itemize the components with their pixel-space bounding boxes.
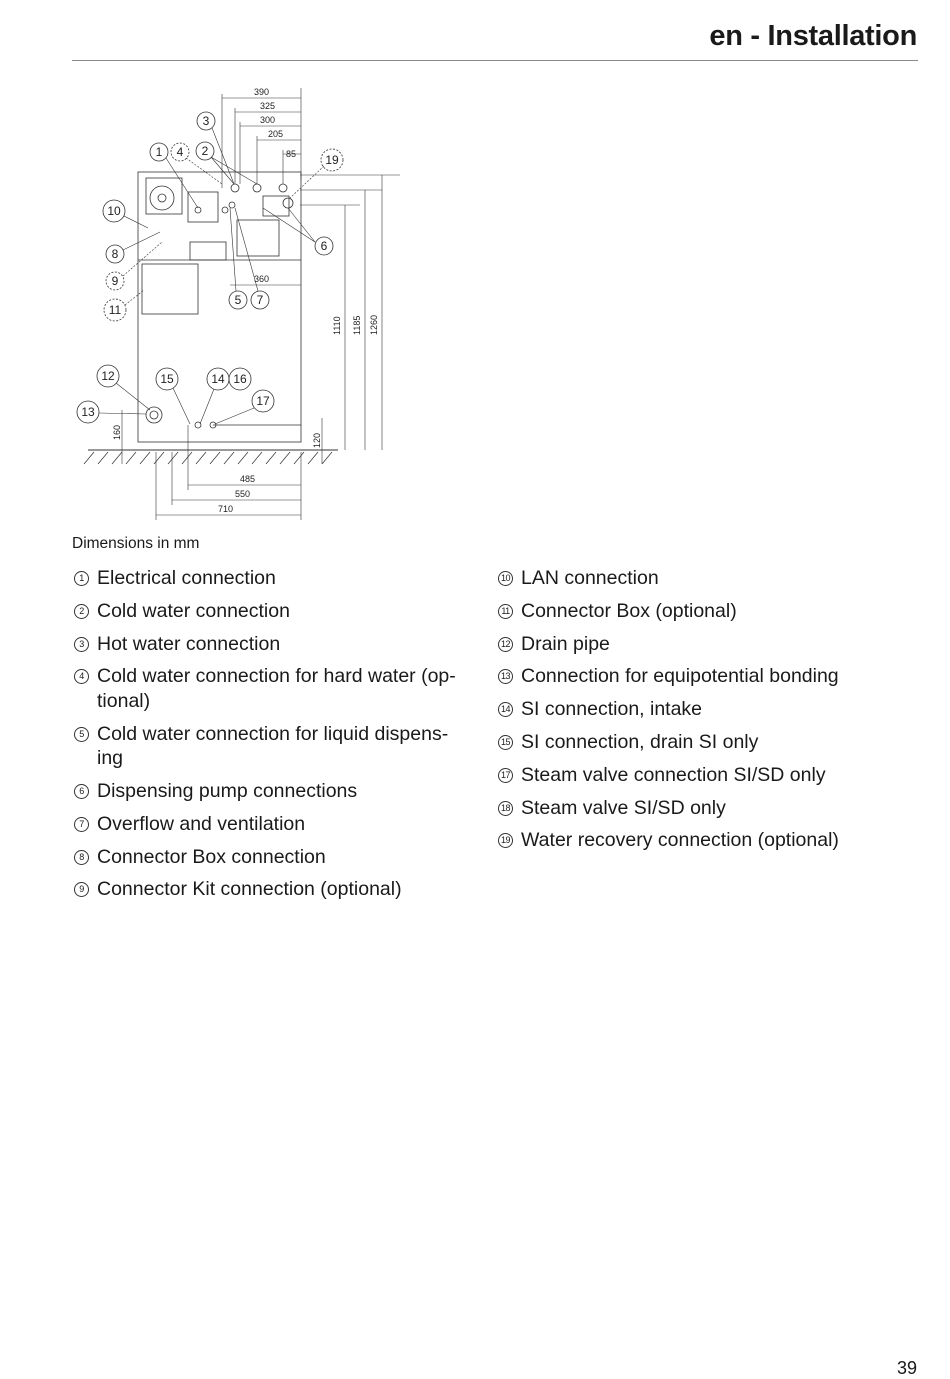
legend-item — [496, 763, 916, 788]
legend-item — [496, 697, 916, 722]
legend-item — [72, 877, 492, 902]
svg-text:1: 1 — [155, 145, 163, 159]
svg-text:8: 8 — [111, 247, 119, 261]
dim-1185: 1185 — [352, 315, 362, 335]
legend-item — [72, 566, 492, 591]
legend-text: Water recovery connection (optional) — [521, 829, 839, 852]
legend-text: SI connection, drain SI only — [521, 730, 759, 753]
legend-item — [496, 664, 916, 689]
callout-12 — [97, 365, 119, 387]
legend-text: Cold water connection — [97, 599, 290, 622]
callout-15 — [156, 368, 178, 390]
legend-item — [496, 599, 916, 624]
svg-text:14: 14 — [211, 372, 225, 386]
page-title: en - Installation — [709, 20, 917, 52]
legend-item — [72, 779, 492, 804]
legend-number: 18 — [498, 801, 513, 816]
svg-text:12: 12 — [101, 369, 115, 383]
callout-6 — [315, 237, 333, 255]
svg-text:3: 3 — [202, 114, 210, 128]
callout-16 — [229, 368, 251, 390]
legend-text: SI connection, intake — [521, 698, 703, 721]
legend-number: 6 — [74, 784, 89, 799]
svg-text:7: 7 — [256, 293, 264, 307]
legend-text: Overflow and ventilation — [97, 812, 306, 835]
svg-text:11: 11 — [108, 303, 122, 317]
legend-number: 4 — [74, 669, 89, 684]
svg-text:2: 2 — [201, 144, 209, 158]
legend-right-column — [496, 566, 916, 861]
legend-text: Connector Kit connection (optional) — [97, 878, 402, 901]
legend-text: Steam valve connection SI/SD only — [521, 763, 826, 786]
dim-205: 205 — [268, 129, 284, 139]
legend-item — [72, 812, 492, 837]
ground-hatching — [84, 452, 332, 464]
legend-number: 1 — [74, 571, 89, 586]
legend-number: 2 — [74, 604, 89, 619]
legend-number: 13 — [498, 669, 513, 684]
dim-485: 485 — [240, 474, 256, 484]
legend-item — [72, 722, 492, 771]
legend-item — [72, 599, 492, 624]
legend-number: 17 — [498, 768, 513, 783]
legend-item — [72, 664, 492, 713]
svg-text:9: 9 — [111, 274, 119, 288]
svg-text:19: 19 — [325, 153, 339, 167]
callout-8 — [106, 245, 124, 263]
drain-pipe — [146, 407, 162, 423]
callout-1 — [150, 143, 168, 161]
callouts — [77, 112, 343, 423]
legend-text: Connection for equipotential bonding — [521, 665, 839, 688]
machine-housing — [138, 172, 301, 442]
legend-number: 9 — [74, 882, 89, 897]
legend-text: Drain pipe — [521, 632, 610, 655]
legend-number: 3 — [74, 637, 89, 652]
legend-number: 19 — [498, 833, 513, 848]
legend-item — [496, 796, 916, 821]
legend-number: 8 — [74, 850, 89, 865]
legend-text: LAN connection — [521, 567, 659, 589]
legend-number: 7 — [74, 817, 89, 832]
legend-number: 14 — [498, 702, 513, 717]
legend-item — [72, 845, 492, 870]
svg-text:17: 17 — [256, 394, 270, 408]
callout-19 — [321, 149, 343, 171]
dim-85: 85 — [286, 149, 297, 159]
legend-item — [496, 828, 916, 853]
legend-number: 5 — [74, 727, 89, 742]
dimension-drawing — [70, 80, 400, 520]
legend-number: 10 — [498, 571, 513, 586]
dim-390: 390 — [254, 87, 270, 97]
callout-7 — [251, 291, 269, 309]
fan-unit — [146, 178, 182, 214]
callout-14 — [207, 368, 229, 390]
legend-number: 15 — [498, 735, 513, 750]
legend-text: Cold water connection for hard water (op- tional) — [97, 665, 456, 712]
connector-box — [142, 264, 198, 314]
legend-text: Hot water connection — [97, 632, 281, 655]
legend-item — [496, 730, 916, 755]
legend-item — [496, 632, 916, 657]
svg-text:6: 6 — [320, 239, 328, 253]
dim-120: 120 — [312, 432, 322, 448]
callout-3 — [197, 112, 215, 130]
svg-text:4: 4 — [176, 145, 184, 159]
callout-13 — [77, 401, 99, 423]
legend-text: Steam valve SI/SD only — [521, 796, 726, 819]
legend-number: 12 — [498, 637, 513, 652]
legend-text: Electrical connection — [97, 567, 276, 589]
legend-number: 11 — [498, 604, 513, 619]
legend-item — [72, 632, 492, 657]
svg-text:10: 10 — [107, 204, 121, 218]
legend-left-column — [72, 566, 492, 910]
dim-710: 710 — [218, 504, 234, 514]
header-divider — [72, 60, 918, 61]
dim-550: 550 — [235, 489, 251, 499]
svg-text:13: 13 — [81, 405, 95, 419]
legend-text: Connector Box connection — [97, 845, 326, 868]
callout-17 — [252, 390, 274, 412]
legend-text: Cold water connection for liquid dispens- ing — [97, 722, 449, 770]
dim-160: 160 — [112, 424, 122, 440]
callout-10 — [103, 200, 125, 222]
legend-text: Dispensing pump connections — [97, 779, 358, 802]
dim-325: 325 — [260, 101, 276, 111]
dim-360: 360 — [254, 274, 270, 284]
page-number: 39 — [896, 1358, 917, 1378]
dim-300: 300 — [260, 115, 276, 125]
callout-5 — [229, 291, 247, 309]
callout-9 — [106, 272, 124, 290]
svg-text:15: 15 — [160, 372, 174, 386]
svg-text:16: 16 — [233, 372, 247, 386]
figure-caption: Dimensions in mm — [72, 535, 200, 552]
terminal-block — [190, 242, 226, 260]
dim-1260: 1260 — [369, 314, 379, 335]
legend-item — [496, 566, 916, 591]
callout-11 — [104, 299, 126, 321]
dim-1110: 1110 — [332, 316, 342, 335]
svg-text:5: 5 — [234, 293, 242, 307]
legend-text: Connector Box (optional) — [521, 599, 737, 622]
